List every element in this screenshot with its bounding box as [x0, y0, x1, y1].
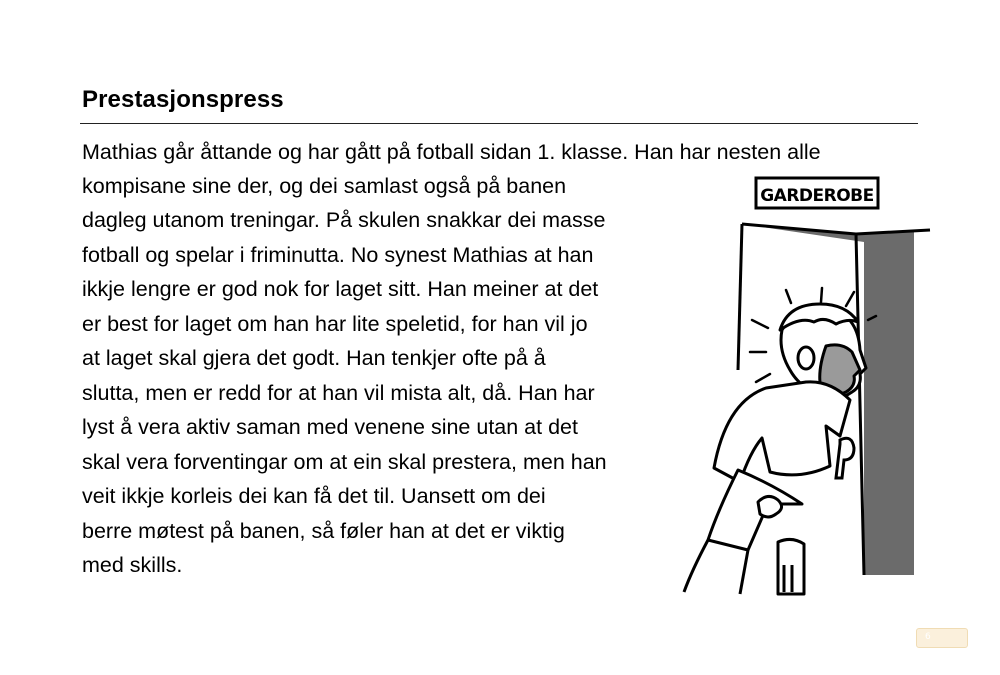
page-title: Prestasjonspress	[82, 86, 284, 113]
text-line: veit ikkje korleis dei kan få det til. Uansett om dei	[82, 484, 546, 508]
text-line: skal vera forventingar om at ein skal prestera, men han	[82, 450, 607, 474]
text-line: slutta, men er redd for at han vil mista alt, då. Han har	[82, 381, 595, 405]
page-number-badge	[916, 628, 968, 648]
text-line: lyst å vera aktiv saman med venene sine utan at det	[82, 415, 578, 439]
title-underline	[80, 123, 918, 124]
text-line: kompisane sine der, og dei samlast også på banen	[82, 174, 567, 198]
text-line: berre møtest på banen, så føler han at det er viktig	[82, 519, 565, 543]
page-number: 6	[925, 632, 931, 642]
text-line: Mathias går åttande og har gått på fotball sidan 1. klasse. Han har nesten alle	[82, 140, 821, 164]
text-line: fotball og spelar i friminutta. No synest Mathias at han	[82, 243, 594, 267]
garderobe-sign	[756, 178, 878, 208]
locker-room-illustration	[676, 170, 946, 600]
text-line: ikkje lengre er god nok for laget sitt. Han meiner at det	[82, 277, 599, 301]
sign-label: GARDEROBE	[760, 186, 874, 206]
text-line: er best for laget om han har lite speletid, for han vil jo	[82, 312, 588, 336]
text-line: dagleg utanom treningar. På skulen snakkar dei masse	[82, 208, 606, 232]
text-line: at laget skal gjera det godt. Han tenkjer ofte på å	[82, 346, 546, 370]
text-line: med skills.	[82, 553, 183, 577]
